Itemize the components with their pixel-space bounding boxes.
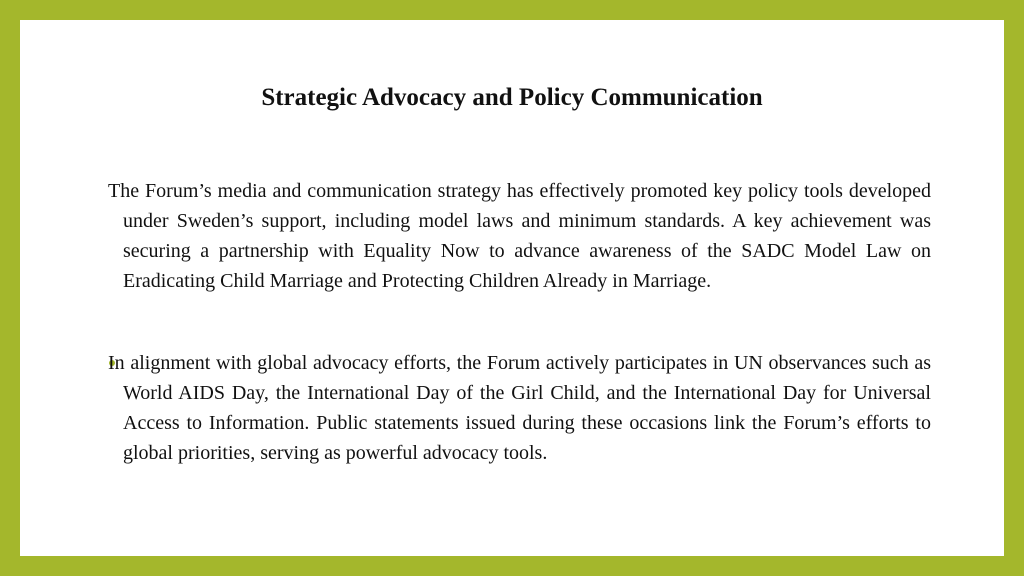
slide [20, 20, 1004, 556]
slide-title: Strategic Advocacy and Policy Communication [261, 84, 763, 111]
paragraph-global-advocacy: In alignment with global advocacy efforts, the Forum actively participates in UN observances such as World AIDS Day, the International Day of the Girl Child, and the International Day for Universal Access to Information. Public statements issued during these occasions link the Forum’s efforts to global priorities, serving as powerful advocacy tools. [108, 352, 931, 464]
paragraph-media-strategy: The Forum’s media and communication strategy has effectively promoted key policy tools developed under Sweden’s support, including model laws and minimum standards. A key achievement was securing a partnership with Equality Now to advance awareness of the SADC Model Law on Eradicating Child Marriage and Protecting Children Already in Marriage. [108, 180, 931, 292]
